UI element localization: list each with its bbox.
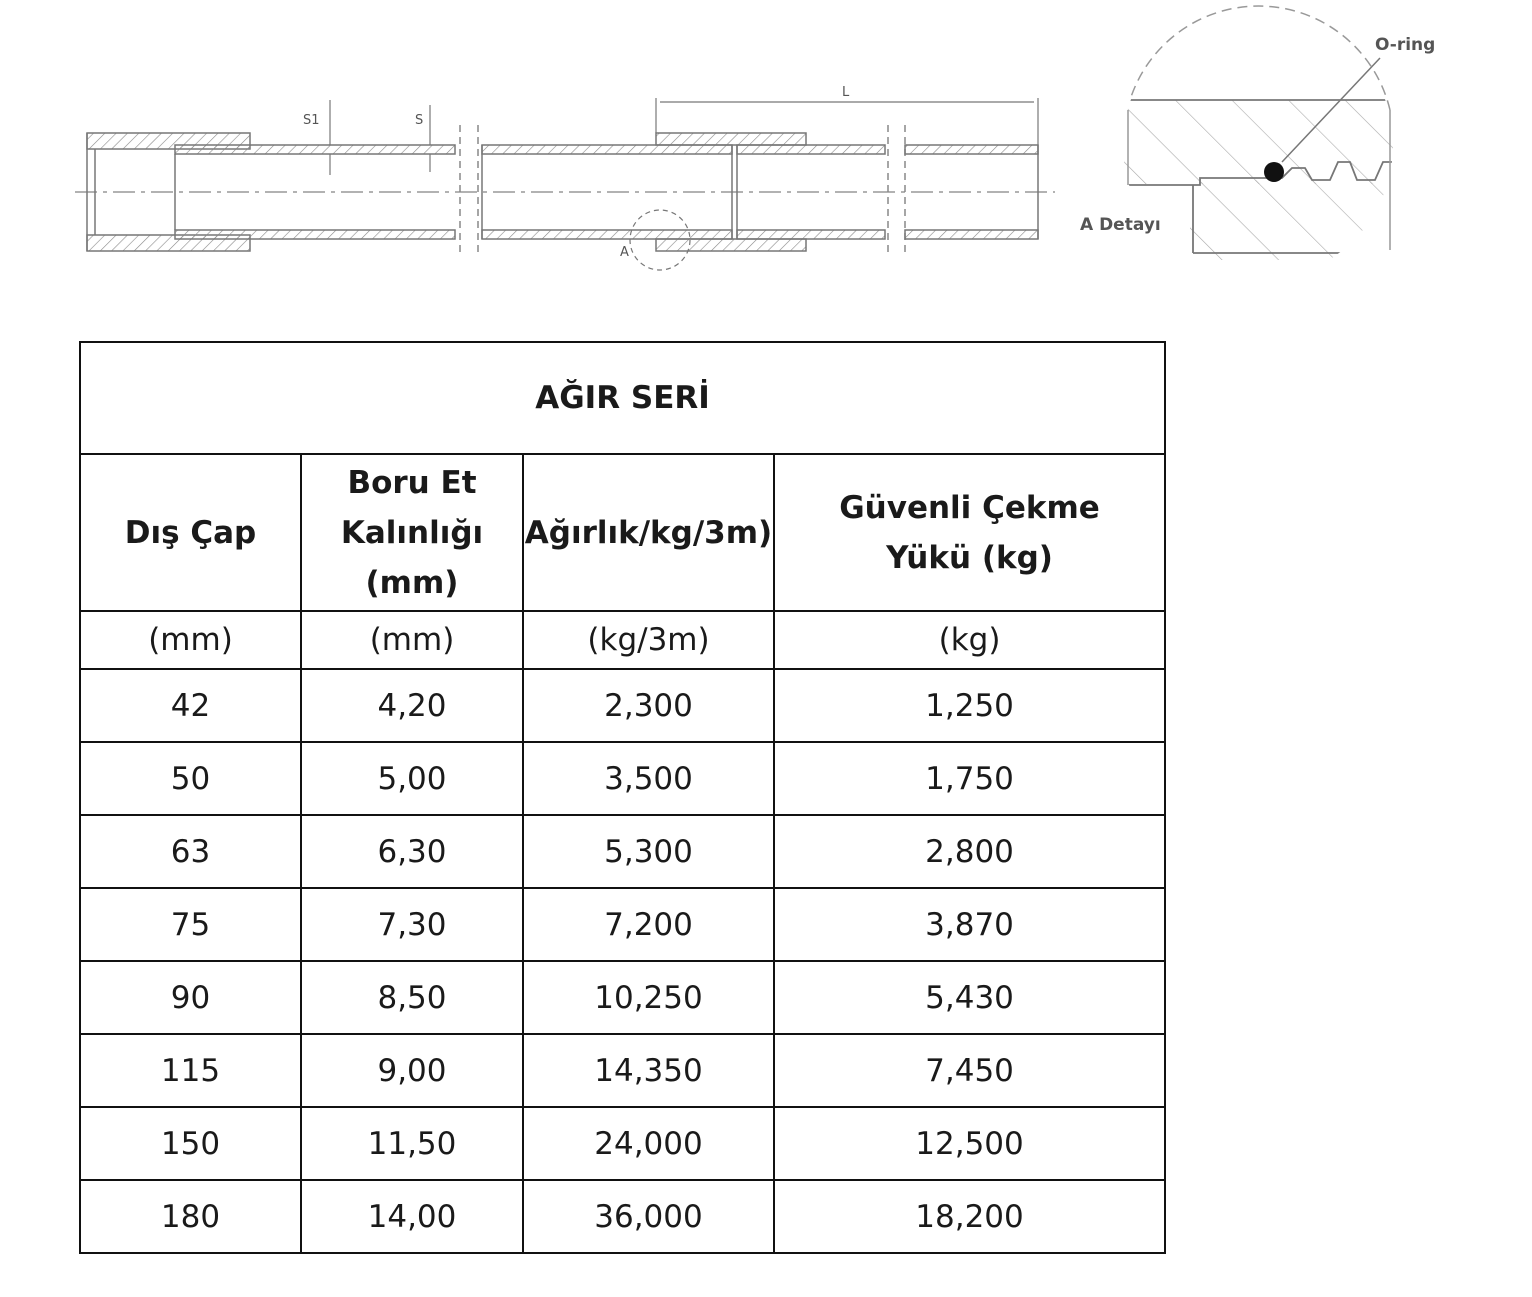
- cell: 2,300: [523, 669, 774, 742]
- spec-table: [79, 341, 1166, 1254]
- table-row: [80, 1180, 1165, 1253]
- unit-cell: (mm): [80, 611, 301, 669]
- label-a: A: [620, 245, 629, 260]
- unit-cell: (kg/3m): [523, 611, 774, 669]
- cell: 3,870: [774, 888, 1165, 961]
- label-s: S: [415, 113, 424, 128]
- table-row: [80, 1107, 1165, 1180]
- cell: 5,430: [774, 961, 1165, 1034]
- cell: 1,250: [774, 669, 1165, 742]
- cell: 150: [80, 1107, 301, 1180]
- cell: 14,350: [523, 1034, 774, 1107]
- header-outer-diameter: Dış Çap: [80, 454, 301, 611]
- cell: 2,800: [774, 815, 1165, 888]
- table-row: [80, 961, 1165, 1034]
- cell: 3,500: [523, 742, 774, 815]
- label-detail-title: A Detayı: [1080, 215, 1161, 235]
- cell: 115: [80, 1034, 301, 1107]
- header-tensile-load: Güvenli Çekme Yükü (kg): [774, 454, 1165, 611]
- header-weight: Ağırlık/kg/3m): [523, 454, 774, 611]
- cell: 6,30: [301, 815, 523, 888]
- cell: 50: [80, 742, 301, 815]
- cell: 75: [80, 888, 301, 961]
- cell: 7,450: [774, 1034, 1165, 1107]
- cell: 42: [80, 669, 301, 742]
- cell: 63: [80, 815, 301, 888]
- cell: 7,200: [523, 888, 774, 961]
- cell: 180: [80, 1180, 301, 1253]
- table-title-row: [80, 342, 1165, 454]
- cell: 36,000: [523, 1180, 774, 1253]
- cell: 18,200: [774, 1180, 1165, 1253]
- detail-a-view: [1120, 6, 1400, 260]
- table-row: [80, 815, 1165, 888]
- cell: 9,00: [301, 1034, 523, 1107]
- cell: 5,300: [523, 815, 774, 888]
- label-l: L: [842, 85, 850, 100]
- cell: 7,30: [301, 888, 523, 961]
- table-unit-row: [80, 611, 1165, 669]
- cell: 12,500: [774, 1107, 1165, 1180]
- label-oring: O-ring: [1375, 35, 1436, 55]
- cell: 5,00: [301, 742, 523, 815]
- cell: 8,50: [301, 961, 523, 1034]
- header-wall-thickness: Boru Et Kalınlığı (mm): [301, 454, 523, 611]
- cell: 14,00: [301, 1180, 523, 1253]
- cell: 24,000: [523, 1107, 774, 1180]
- cell: 1,750: [774, 742, 1165, 815]
- unit-cell: (mm): [301, 611, 523, 669]
- cell: 10,250: [523, 961, 774, 1034]
- label-s1: S1: [303, 113, 320, 128]
- table-row: [80, 669, 1165, 742]
- cell: 90: [80, 961, 301, 1034]
- table-title: AĞIR SERİ: [80, 342, 1165, 454]
- pipe-technical-drawing: [0, 0, 1532, 300]
- cell: 11,50: [301, 1107, 523, 1180]
- table-row: [80, 888, 1165, 961]
- cell: 4,20: [301, 669, 523, 742]
- unit-cell: (kg): [774, 611, 1165, 669]
- oring-icon: [1264, 162, 1284, 182]
- table-row: [80, 742, 1165, 815]
- table-header-row: [80, 454, 1165, 611]
- table-row: [80, 1034, 1165, 1107]
